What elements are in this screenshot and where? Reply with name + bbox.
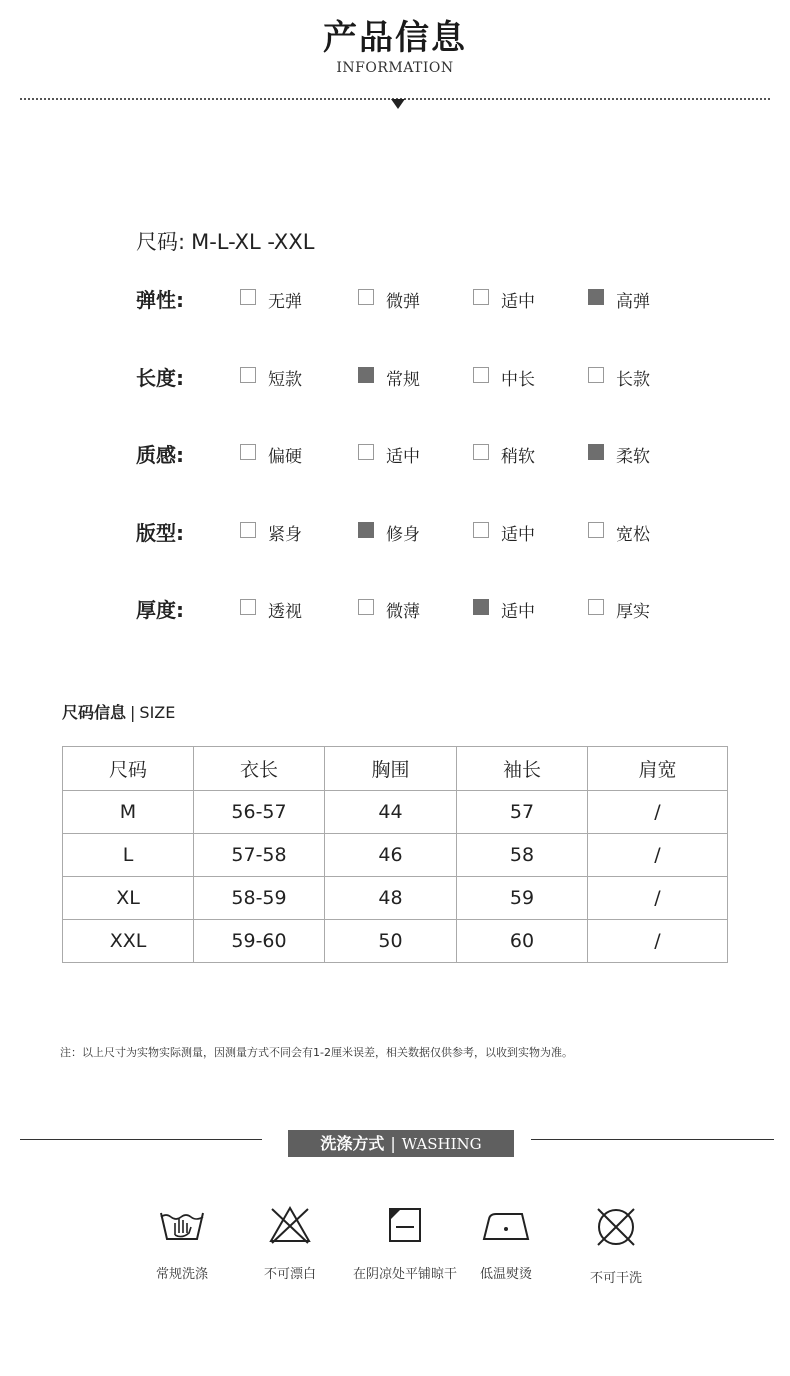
checkbox bbox=[588, 599, 604, 615]
table-cell: M bbox=[63, 791, 194, 834]
table-header-cell: 肩宽 bbox=[588, 747, 728, 791]
attribute-option-label: 高弹 bbox=[616, 292, 650, 312]
attribute-option-label: 厚实 bbox=[616, 602, 650, 622]
checkbox bbox=[473, 289, 489, 305]
checkbox bbox=[240, 289, 256, 305]
dry-flat-shade-icon bbox=[381, 1205, 429, 1245]
wash-item bbox=[122, 1205, 242, 1282]
attribute-option-label: 紧身 bbox=[268, 525, 302, 545]
table-cell: 48 bbox=[325, 877, 457, 920]
attribute-option-label: 偏硬 bbox=[268, 447, 302, 467]
wash-item bbox=[446, 1205, 566, 1282]
table-row bbox=[63, 877, 728, 920]
wash-label: 不可漂白 bbox=[263, 1267, 316, 1282]
wash-label: 低温熨烫 bbox=[479, 1267, 532, 1282]
table-cell: 58 bbox=[457, 834, 588, 877]
table-cell: 57 bbox=[457, 791, 588, 834]
attribute-option-label: 微薄 bbox=[386, 602, 420, 622]
checkbox bbox=[358, 289, 374, 305]
washing-banner bbox=[288, 1130, 514, 1157]
no-dry-clean-icon bbox=[592, 1205, 640, 1249]
checkbox bbox=[358, 599, 374, 615]
checkbox bbox=[588, 522, 604, 538]
table-cell: / bbox=[588, 877, 728, 920]
washing-line-left bbox=[20, 1139, 262, 1140]
wash-item bbox=[230, 1205, 350, 1282]
low-iron-icon bbox=[480, 1205, 532, 1245]
attribute-option-label: 中长 bbox=[501, 370, 535, 390]
attribute-label: 版型: bbox=[136, 521, 184, 545]
table-cell: / bbox=[588, 791, 728, 834]
attribute-row bbox=[136, 284, 736, 314]
checkbox bbox=[240, 444, 256, 460]
checked-checkbox bbox=[358, 522, 374, 538]
attribute-row bbox=[136, 594, 736, 624]
no-bleach-icon bbox=[266, 1205, 314, 1245]
table-cell: 46 bbox=[325, 834, 457, 877]
attribute-option-label: 短款 bbox=[268, 370, 302, 390]
attribute-option-label: 稍软 bbox=[501, 447, 535, 467]
attribute-label: 厚度: bbox=[136, 598, 184, 622]
attribute-option-label: 宽松 bbox=[616, 525, 650, 545]
attribute-option-label: 无弹 bbox=[268, 292, 302, 312]
attribute-label: 长度: bbox=[136, 366, 184, 390]
attribute-option-label: 适中 bbox=[501, 602, 535, 622]
attribute-row bbox=[136, 362, 736, 392]
checked-checkbox bbox=[358, 367, 374, 383]
size-range-value: M-L-XL -XXL bbox=[191, 230, 315, 254]
divider-arrow-icon bbox=[391, 99, 405, 109]
size-table bbox=[62, 746, 728, 963]
wash-item bbox=[556, 1205, 676, 1286]
size-info-separator: | bbox=[130, 703, 136, 722]
size-range bbox=[136, 226, 314, 256]
washing-title: 洗涤方式 bbox=[320, 1134, 385, 1153]
table-cell: 58-59 bbox=[194, 877, 325, 920]
checkbox bbox=[358, 444, 374, 460]
washing-title-en: WASHING bbox=[401, 1135, 482, 1153]
attribute-option-label: 透视 bbox=[268, 602, 302, 622]
attribute-option-label: 柔软 bbox=[616, 447, 650, 467]
checked-checkbox bbox=[588, 444, 604, 460]
size-info-title-en: SIZE bbox=[139, 703, 176, 722]
table-header-cell: 胸围 bbox=[325, 747, 457, 791]
checkbox bbox=[588, 367, 604, 383]
table-row bbox=[63, 791, 728, 834]
table-cell: 50 bbox=[325, 920, 457, 963]
checkbox bbox=[473, 522, 489, 538]
size-info-title: 尺码信息 bbox=[62, 703, 127, 722]
table-header-cell: 尺码 bbox=[63, 747, 194, 791]
table-header-cell: 衣长 bbox=[194, 747, 325, 791]
checkbox bbox=[240, 522, 256, 538]
attribute-option-label: 适中 bbox=[501, 525, 535, 545]
table-cell: XXL bbox=[63, 920, 194, 963]
table-cell: L bbox=[63, 834, 194, 877]
checked-checkbox bbox=[588, 289, 604, 305]
header-title: 产品信息 bbox=[323, 18, 467, 58]
table-cell: 56-57 bbox=[194, 791, 325, 834]
checkbox bbox=[240, 599, 256, 615]
measurement-note: 注：以上尺寸为实物实际测量，因测量方式不同会有1-2厘米误差，相关数据仅供参考，以收到实物为准。 bbox=[60, 1046, 573, 1059]
attribute-label: 质感: bbox=[136, 443, 184, 467]
wash-label: 在阴凉处平铺晾干 bbox=[352, 1267, 457, 1282]
attribute-option-label: 适中 bbox=[501, 292, 535, 312]
table-cell: / bbox=[588, 920, 728, 963]
hand-wash-icon bbox=[158, 1205, 206, 1245]
table-row bbox=[63, 834, 728, 877]
size-range-label: 尺码: bbox=[136, 230, 186, 254]
checkbox bbox=[473, 444, 489, 460]
attribute-label: 弹性: bbox=[136, 288, 184, 312]
attribute-option-label: 常规 bbox=[386, 370, 420, 390]
checkbox bbox=[240, 367, 256, 383]
checkbox bbox=[473, 367, 489, 383]
washing-separator: | bbox=[390, 1134, 396, 1153]
size-info-heading bbox=[62, 700, 175, 723]
attribute-option-label: 修身 bbox=[386, 525, 420, 545]
table-cell: 44 bbox=[325, 791, 457, 834]
table-cell: XL bbox=[63, 877, 194, 920]
attribute-option-label: 微弹 bbox=[386, 292, 420, 312]
table-header-cell: 袖长 bbox=[457, 747, 588, 791]
table-row bbox=[63, 920, 728, 963]
table-cell: 60 bbox=[457, 920, 588, 963]
wash-label: 常规洗涤 bbox=[155, 1267, 208, 1282]
table-cell: / bbox=[588, 834, 728, 877]
table-cell: 59 bbox=[457, 877, 588, 920]
table-cell: 57-58 bbox=[194, 834, 325, 877]
attribute-option-label: 适中 bbox=[386, 447, 420, 467]
wash-label: 不可干洗 bbox=[589, 1271, 642, 1286]
table-header-row bbox=[63, 747, 728, 791]
header-subtitle: INFORMATION bbox=[336, 60, 454, 76]
table-cell: 59-60 bbox=[194, 920, 325, 963]
attribute-row bbox=[136, 439, 736, 469]
checked-checkbox bbox=[473, 599, 489, 615]
attribute-option-label: 长款 bbox=[616, 370, 650, 390]
washing-line-right bbox=[531, 1139, 774, 1140]
attribute-row bbox=[136, 517, 736, 547]
